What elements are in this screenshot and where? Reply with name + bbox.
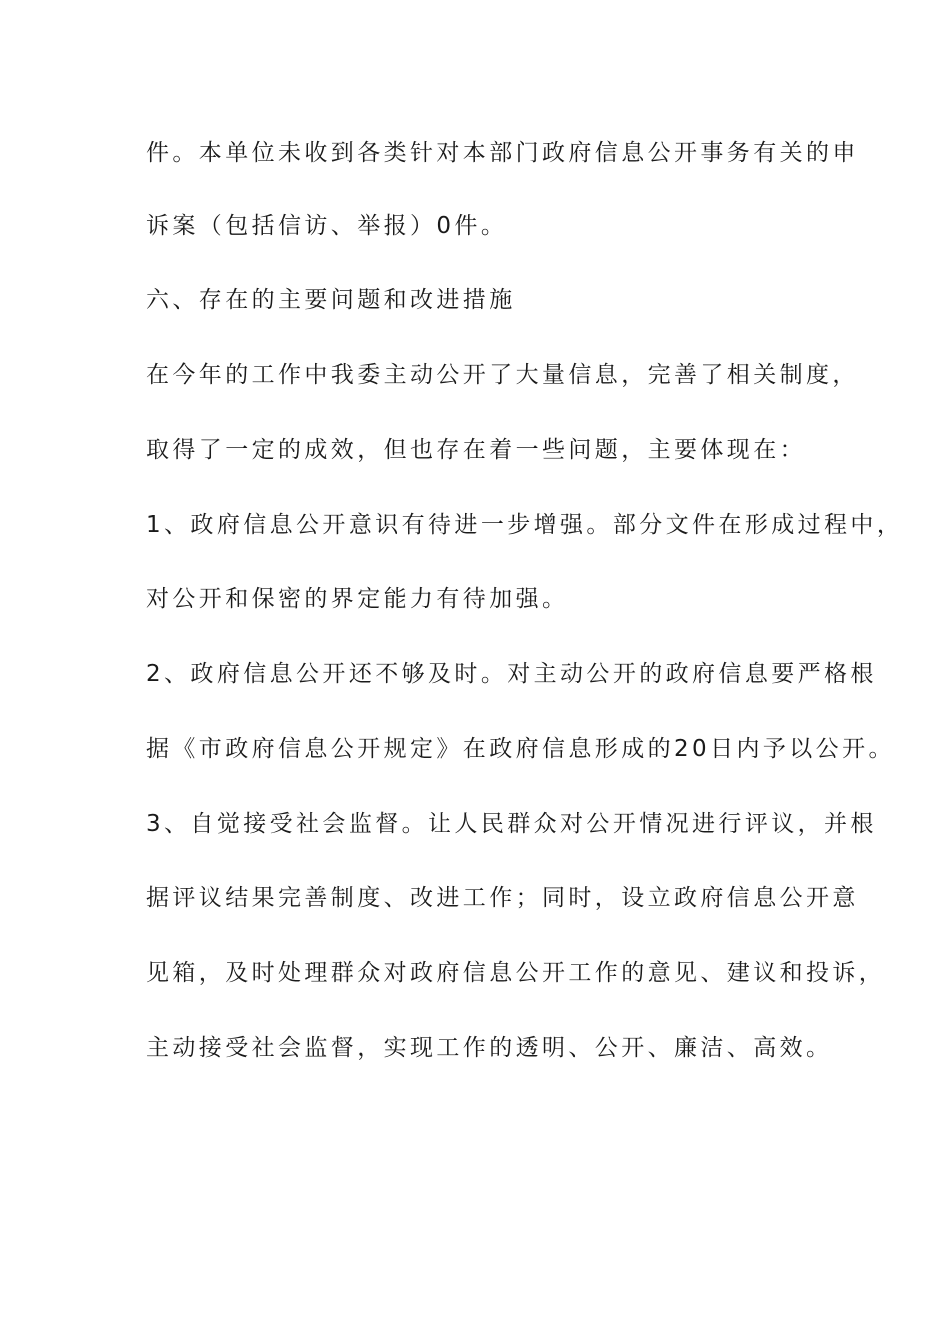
text-line: 在今年的工作中我委主动公开了大量信息，完善了相关制度， — [146, 362, 859, 388]
text-line: 主动接受社会监督，实现工作的透明、公开、廉洁、高效。 — [146, 1035, 833, 1061]
text-line: 据《市政府信息公开规定》在政府信息形成的20日内予以公开。 — [146, 736, 895, 762]
list-item-2: 2、政府信息公开还不够及时。对主动公开的政府信息要严格根 — [146, 661, 877, 687]
list-item-1: 1、政府信息公开意识有待进一步增强。部分文件在形成过程中， — [146, 512, 904, 538]
text-line: 对公开和保密的界定能力有待加强。 — [146, 586, 569, 612]
section-heading: 六、存在的主要问题和改进措施 — [146, 287, 516, 313]
text-line: 件。本单位未收到各类针对本部门政府信息公开事务有关的申 — [146, 140, 859, 166]
text-line: 取得了一定的成效，但也存在着一些问题，主要体现在： — [146, 437, 806, 463]
text-line: 据评议结果完善制度、改进工作；同时，设立政府信息公开意 — [146, 885, 859, 911]
text-line: 诉案（包括信访、举报）0件。 — [146, 213, 508, 239]
text-line: 见箱，及时处理群众对政府信息公开工作的意见、建议和投诉， — [146, 960, 886, 986]
list-item-3: 3、自觉接受社会监督。让人民群众对公开情况进行评议，并根 — [146, 811, 877, 837]
